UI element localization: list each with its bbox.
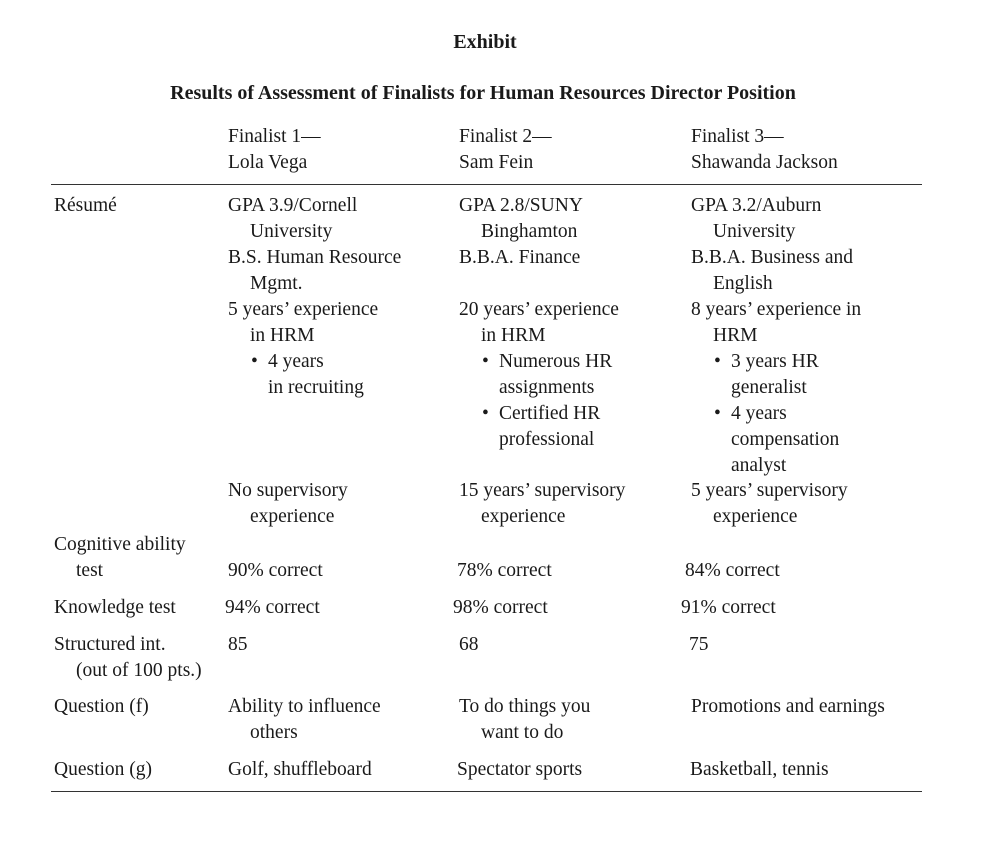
- qf-f1-line-2: others: [250, 722, 298, 743]
- bullet-icon: •: [714, 403, 721, 424]
- f1-bullet-1: [228, 349, 401, 375]
- f3-bullet-1-line-2: generalist: [731, 377, 807, 398]
- f2-spacer: [459, 271, 619, 297]
- finalist-2-label: Finalist 2—: [459, 126, 552, 147]
- table-title: Results of Assessment of Finalists for Human Resources Director Position: [170, 82, 796, 104]
- exhibit-label: Exhibit: [453, 31, 517, 53]
- knowledge-finalist-1: 94% correct: [225, 597, 320, 618]
- f2-exp-line-1: 20 years’ experience: [459, 299, 619, 320]
- f1-supervisory: [228, 478, 348, 530]
- bullet-icon: •: [482, 351, 489, 372]
- row-label-cognitive-line-1: Cognitive ability: [54, 534, 186, 555]
- finalist-1-label: Finalist 1—: [228, 126, 321, 147]
- bullet-icon: •: [482, 403, 489, 424]
- structured-finalist-1: 85: [228, 634, 248, 655]
- f3-sup-line-1: 5 years’ supervisory: [691, 480, 848, 501]
- resume-finalist-1: [228, 193, 401, 401]
- row-label-cognitive: [54, 532, 186, 584]
- f1-degree-line-1: B.S. Human Resource: [228, 247, 402, 268]
- finalist-1-name: Lola Vega: [228, 152, 308, 173]
- column-header-finalist-2: [459, 124, 552, 176]
- bottom-rule: [51, 791, 922, 792]
- f1-bullet-1-line-2: in recruiting: [268, 377, 364, 398]
- f2-gpa-line-2: Binghamton: [481, 221, 578, 242]
- f2-bullet-2: [459, 401, 619, 427]
- finalist-2-name: Sam Fein: [459, 152, 534, 173]
- f1-sup-line-2: experience: [250, 506, 335, 527]
- resume-finalist-3: [691, 193, 861, 479]
- row-label-knowledge: Knowledge test: [54, 597, 176, 618]
- f3-degree-line-2: English: [713, 273, 773, 294]
- f3-bullet-2: [691, 401, 861, 427]
- header-rule: [51, 184, 922, 185]
- f2-bullet-1-line-1: Numerous HR: [499, 351, 613, 372]
- question-g-finalist-3: Basketball, tennis: [690, 759, 829, 780]
- f2-supervisory: [459, 478, 625, 530]
- f3-gpa-line-1: GPA 3.2/Auburn: [691, 195, 822, 216]
- f2-bullet-1: [459, 349, 619, 375]
- f2-gpa-line-1: GPA 2.8/SUNY: [459, 195, 583, 216]
- f1-gpa: [228, 193, 401, 219]
- question-g-finalist-2: Spectator sports: [457, 759, 583, 780]
- finalist-3-name: Shawanda Jackson: [691, 152, 838, 173]
- f2-degree-line-1: B.B.A. Finance: [459, 247, 581, 268]
- f1-exp-line-2: in HRM: [250, 325, 315, 346]
- qf-f2-line-1: To do things you: [459, 696, 591, 717]
- finalist-3-label: Finalist 3—: [691, 126, 784, 147]
- f3-bullet-2-line-3: analyst: [731, 455, 787, 476]
- knowledge-finalist-3: 91% correct: [681, 597, 776, 618]
- row-label-structured-line-2: (out of 100 pts.): [76, 660, 202, 681]
- f3-exp-line-1: 8 years’ experience in: [691, 299, 862, 320]
- f3-bullet-2-line-1: 4 years: [731, 403, 787, 424]
- column-header-finalist-1: [228, 124, 321, 176]
- structured-finalist-3: 75: [689, 634, 709, 655]
- f2-bullet-2-line-1: Certified HR: [499, 403, 601, 424]
- cognitive-finalist-1: 90% correct: [228, 560, 323, 581]
- row-label-structured-line-1: Structured int.: [54, 634, 166, 655]
- f2-sup-line-1: 15 years’ supervisory: [459, 480, 626, 501]
- row-label-question-g: Question (g): [54, 759, 153, 780]
- column-header-finalist-3: [691, 124, 838, 176]
- f1-sup-line-1: No supervisory: [228, 480, 348, 501]
- question-g-finalist-1: Golf, shuffleboard: [228, 759, 372, 780]
- f2-bullet-2-line-2: professional: [499, 429, 595, 450]
- qf-f1-line-1: Ability to influence: [228, 696, 381, 717]
- bullet-icon: •: [251, 351, 258, 372]
- f1-exp-line-1: 5 years’ experience: [228, 299, 379, 320]
- row-label-cognitive-line-2: test: [76, 560, 104, 581]
- f1-degree-line-2: Mgmt.: [250, 273, 303, 294]
- f1-bullet-1-line-1: 4 years: [268, 351, 324, 372]
- knowledge-finalist-2: 98% correct: [453, 597, 548, 618]
- row-label-question-f: Question (f): [54, 696, 149, 717]
- f2-exp-line-2: in HRM: [481, 325, 546, 346]
- qf-f2-line-2: want to do: [481, 722, 564, 743]
- resume-finalist-2: [459, 193, 619, 453]
- f2-sup-line-2: experience: [481, 506, 566, 527]
- question-f-finalist-1: [228, 694, 381, 746]
- cognitive-finalist-3: 84% correct: [685, 560, 780, 581]
- f3-bullet-1: [691, 349, 861, 375]
- f3-exp-line-2: HRM: [713, 325, 758, 346]
- question-f-finalist-3: Promotions and earnings: [691, 696, 885, 717]
- f2-bullet-1-line-2: assignments: [499, 377, 595, 398]
- cognitive-finalist-2: 78% correct: [457, 560, 552, 581]
- f3-supervisory: [691, 478, 848, 530]
- f3-bullet-2-line-2: compensation: [731, 429, 840, 450]
- f3-sup-line-2: experience: [713, 506, 798, 527]
- f3-bullet-1-line-1: 3 years HR: [731, 351, 819, 372]
- f3-gpa-line-2: University: [713, 221, 796, 242]
- f1-gpa-line-1: GPA 3.9/Cornell: [228, 195, 358, 216]
- bullet-icon: •: [714, 351, 721, 372]
- f1-gpa-line-2: University: [250, 221, 333, 242]
- question-f-finalist-2: [459, 694, 590, 746]
- structured-finalist-2: 68: [459, 634, 479, 655]
- row-label-resume: Résumé: [54, 195, 117, 216]
- f3-degree-line-1: B.B.A. Business and: [691, 247, 853, 268]
- row-label-structured: [54, 632, 202, 684]
